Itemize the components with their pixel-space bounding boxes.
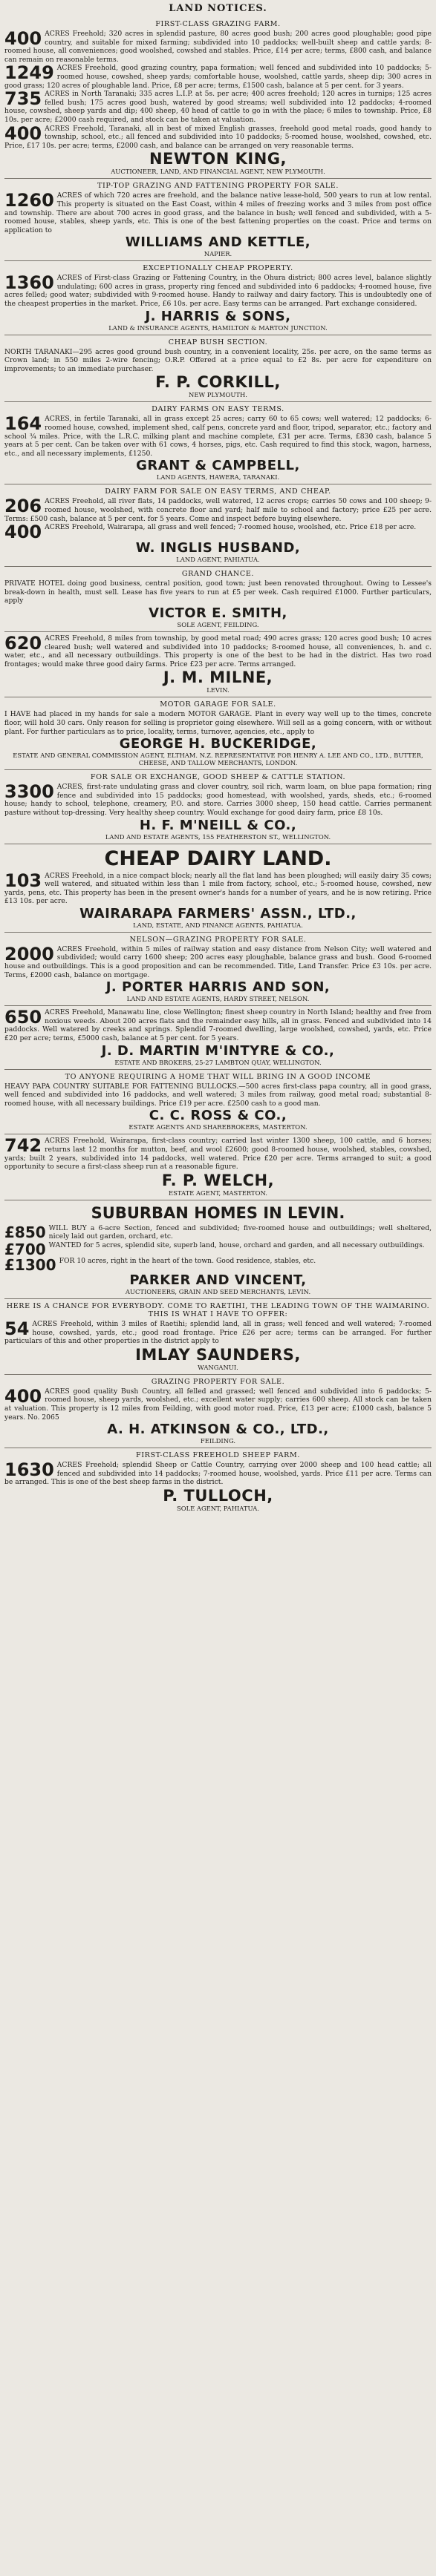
listing-paragraph: [4, 497, 432, 523]
agent-address: SOLE AGENT, FEILDING.: [177, 620, 259, 628]
agent-address: NEW PLYMOUTH.: [189, 391, 247, 399]
ad-heading: GRAZING PROPERTY FOR SALE.: [151, 1377, 285, 1386]
listing-text: ACRES Freehold; 320 acres in splendid pasture, 80 acres good bush; 200 acres good ploughable; good pipe country, and suitable for mixed farming; subdivided into 10 paddocks; well-built sheep and cattle yards; 8-roomed house, all conveniences; good woolshed, cowshed and stables. Price, £14 per acre; terms, £800 cash, and balance can remain on reasonable terms.: [4, 30, 432, 64]
ad-heading: FOR SALE OR EXCHANGE, GOOD SHEEP & CATTLE STATION.: [90, 773, 346, 782]
listing-text: ACRES, first-rate undulating grass and clover country, soil rich, warm loam, on blue papa formation; ring fence and subdivided into 15 paddocks; good homestead, with woolshed, yards, sheds, etc.; 6-roomed house; handy to school, telephone, creamery, P.O. and store. Carries 3000 sheep, 150 head cattle. Carries permanent pasture without top-dressing. Very healthy sheep country. Would exchange for good dairy farm, price £8 10s.: [4, 783, 432, 817]
listing-paragraph: [4, 90, 432, 124]
listing-text: ACRES Freehold, Wairarapa, all grass and well fenced; 7-roomed house, woolshed, etc. Price £18 per acre.: [45, 523, 417, 532]
advertisement: [4, 932, 432, 1005]
listing-paragraph: [4, 274, 432, 308]
ad-heading: DAIRY FARMS ON EASY TERMS.: [152, 405, 284, 414]
agent-name: NEWTON KING,: [149, 150, 287, 168]
listing-paragraph: [4, 122, 432, 151]
agent-address: LAND AGENT, PAHIATUA.: [176, 556, 260, 564]
agent-name: GRANT & CAMPBELL,: [136, 458, 300, 474]
ad-heading: EXCEPTIONALLY CHEAP PROPERTY.: [143, 264, 293, 273]
listing-text: ACRES Freehold, in a nice compact block; nearly all the flat land has been ploughed; will easily dairy 35 cows; well watered, and situated within less than 1 mile from factory, school, etc.; 5-roomed house, cowshed, new yards, pens, etc. This property has been in the present owner's hands for a number of years, and he is now retiring. Price £13 10s. per acre.: [4, 871, 432, 906]
listing-lead-figure: 206: [4, 496, 42, 517]
agent-address: LAND AGENTS, HAWERA, TARANAKI.: [156, 473, 280, 482]
advertisement: [4, 401, 432, 484]
agent-address: ESTATE AGENTS AND SHAREBROKERS, MASTERTON.: [128, 1123, 308, 1131]
listing-paragraph: [4, 1255, 432, 1274]
listing-text: WANTED for 5 acres, splendid site, superb land, house, orchard and garden, and all necessary outbuildings.: [48, 1241, 425, 1249]
ad-heading: NELSON—GRAZING PROPERTY FOR SALE.: [129, 935, 307, 944]
agent-name: VICTOR E. SMITH,: [149, 605, 287, 621]
ad-banner: SUBURBAN HOMES IN LEVIN.: [91, 1203, 345, 1222]
listing-lead-figure: 1249: [4, 62, 54, 84]
listing-lead-figure: £1300: [4, 1255, 56, 1274]
ad-heading: MOTOR GARAGE FOR SALE.: [160, 700, 276, 709]
ad-heading: CHEAP BUSH SECTION.: [168, 338, 268, 346]
ad-heading: DAIRY FARM FOR SALE ON EASY TERMS, AND CHEAP.: [105, 487, 331, 496]
listing-text: ACRES Freehold, within 3 miles of Raetihi; splendid land, all in grass; well fenced and well watered; 7-roomed house, cowshed, yards, etc.; good road frontage. Price £26 per acre; terms can be arranged. For further particulars of this and other properties in the district apply to: [4, 1319, 432, 1346]
advertisement: [4, 335, 432, 402]
advertisement: [4, 1298, 432, 1374]
agent-name: WILLIAMS AND KETTLE,: [125, 234, 311, 251]
advertisement: [4, 260, 432, 334]
advertisement: [4, 631, 432, 697]
advertisement: [4, 484, 432, 566]
agent-address: WANGANUI.: [198, 1363, 238, 1371]
agent-name: J. HARRIS & SONS,: [145, 308, 291, 324]
advertisement: [4, 17, 432, 178]
agent-name: F. P. CORKILL,: [155, 373, 281, 392]
agent-address: LEVIN.: [206, 686, 230, 694]
agent-address: AUCTIONEER, LAND, AND FINANCIAL AGENT, NEW PLYMOUTH.: [111, 168, 325, 176]
listing-text: ACRES Freehold, within 5 miles of railway station and easy distance from Nelson City; well watered and subdivided; would carry 1600 sheep; 200 acres easy ploughable, balance grass and bush. Good 6-roomed house and outbuildings. This is a good proposition and can be recommended. Title, Land Transfer. Price £3 10s. per acre. Terms, £2000 cash, balance on mortgage.: [4, 944, 432, 979]
listing-text: WILL BUY a 6-acre Section, fenced and subdivided; five-roomed house and outbuildings; well sheltered, nicely laid out garden, orchard, etc.: [48, 1223, 432, 1241]
ad-heading: FIRST-CLASS GRAZING FARM.: [155, 20, 281, 28]
listing-paragraph: [4, 30, 432, 64]
listing-paragraph: [4, 1387, 432, 1422]
listing-lead-figure: 1630: [4, 1459, 54, 1481]
agent-name: IMLAY SAUNDERS,: [135, 1345, 301, 1364]
agent-name: P. TULLOCH,: [163, 1486, 273, 1505]
listing-paragraph: [4, 1082, 432, 1108]
listing-lead-figure: 103: [4, 870, 42, 891]
agent-address: SOLE AGENT, PAHIATUA.: [176, 1504, 259, 1512]
advertisement: [4, 1134, 432, 1199]
agent-address: ESTATE AGENT, MASTERTON.: [169, 1189, 267, 1197]
listing-text: ACRES Freehold; splendid Sheep or Cattle Country, carrying over 2000 sheep and 100 head cattle; all fenced and subdivided into 14 paddocks; 7-roomed house, woolshed, yards. Price £11 per acre. Terms can be arranged. This is one of the best sheep farms in the district.: [4, 1461, 432, 1487]
agent-name: J. D. MARTIN M'INTYRE & CO.,: [101, 1042, 335, 1059]
agent-name: C. C. ROSS & CO.,: [149, 1108, 287, 1124]
advertisement: [4, 178, 432, 260]
agent-address: ESTATE AND GENERAL COMMISSION AGENT, ELTHAM. N.Z. REPRESENTATIVE FOR HENRY A. LEE AND CO., LTD., BUTTER, CHEESE, AND TALLOW MERCHANTS, LONDON.: [13, 752, 423, 767]
listing-text: NORTH TARANAKI—295 acres good ground bush country, in a convenient locality, 25s. per acre, on the same terms as Crown land; in 550 miles 2-wire fencing; O.R.P. Offered at a price equal to £2 8s. per acre for expenditure on improvements; to an immediate purchaser.: [4, 347, 432, 373]
listing-paragraph: [4, 1240, 432, 1258]
agent-name: W. INGLIS HUSBAND,: [135, 540, 301, 556]
agent-name: A. H. ATKINSON & CO., LTD.,: [107, 1422, 329, 1438]
agent-name: GEORGE H. BUCKERIDGE,: [119, 736, 317, 752]
listing-lead-figure: 742: [4, 1135, 42, 1157]
agent-name: H. F. M'NEILL & CO.,: [139, 817, 297, 833]
agent-address: ESTATE AND BROKERS, 25-27 LAMBTON QUAY, WELLINGTON.: [114, 1058, 322, 1066]
agent-address: LAND AND ESTATE AGENTS, HARDY STREET, NELSON.: [126, 995, 310, 1003]
ads-container: [4, 17, 432, 1515]
listing-lead-figure: 3300: [4, 781, 54, 803]
agent-name: PARKER AND VINCENT,: [129, 1272, 307, 1288]
listing-lead-figure: 2000: [4, 943, 54, 965]
listing-lead-figure: 1360: [4, 272, 54, 294]
ad-heading: HERE IS A CHANCE FOR EVERYBODY. COME TO RAETIHI, THE LEADING TOWN OF THE WAIMARINO. THIS IS WHAT I HAVE TO OFFER:: [6, 1301, 430, 1318]
agent-address: LAND AND ESTATE AGENTS, 155 FEATHERSTON ST., WELLINGTON.: [105, 832, 331, 841]
newspaper-column: [4, 0, 432, 2576]
agent-name: WAIRARAPA FARMERS' ASSN., LTD.,: [79, 905, 357, 921]
listing-text: ACRES of First-class Grazing or Fattening Country, in the Ohura district; 800 acres level, balance slightly undulating; 600 acres in grass, property ring fenced and subdivided into 6 paddocks; 4-roomed house, five acres felled; good water; subdivided with 9-roomed house. Handy to railway and dairy factory. This is undoubtedly one of the cheapest properties in the market. Price, £6 10s. per acre. Easy terms can be arranged. Part exchange considered.: [4, 274, 432, 309]
agent-name: J. PORTER HARRIS AND SON,: [105, 979, 331, 996]
listing-lead-figure: 164: [4, 413, 42, 435]
listing-text: ACRES Freehold, all river flats, 14 paddocks, well watered, 12 acres crops; carries 50 cows and 100 sheep; 9-roomed house, woolshed, with concrete floor and yard; half mile to school and factory; price £25 per acre. Terms: £500 cash, balance at 5 per cent. for 5 years. Come and inspect before buying elsewhere.: [4, 497, 432, 523]
listing-paragraph: [4, 1008, 432, 1042]
listing-lead-figure: 400: [4, 1385, 42, 1407]
agent-name: F. P. WELCH,: [161, 1171, 275, 1189]
listing-paragraph: [4, 1320, 432, 1346]
listing-lead-figure: 400: [4, 28, 42, 49]
listing-text: ACRES Freehold, 8 miles from township, by good metal road; 490 acres grass; 120 acres good bush; 10 acres cleared bush; well watered and subdivided into 10 paddocks; 8-roomed house, all conveniences, h. and c. water, etc., and all necessary outbuildings. This property is one of the best to be had in the district. Has two road frontages; would make three good dairy farms. Price £23 per acre. Terms arranged.: [4, 634, 432, 668]
agent-address: AUCTIONEERS, GRAIN AND SEED MERCHANTS, LEVIN.: [125, 1287, 311, 1295]
advertisement: [4, 566, 432, 631]
listing-paragraph: [4, 634, 432, 668]
page-title: LAND NOTICES.: [169, 3, 267, 14]
listing-text: ACRES of which 720 acres are freehold, and the balance native lease-hold, 500 years to run at low rental. This property is situated on the East Coast, within 4 miles of freezing works and 3 miles from post office and township. There are about 700 acres in good grass, and the balance in bush; well fenced and subdivided, with a 5-roomed house, stables, sheep yards, etc. This is one of the best fattening properties on the coast. Price and terms on application to: [4, 191, 432, 234]
ad-heading: GRAND CHANCE.: [181, 570, 255, 579]
advertisement: [4, 1069, 432, 1134]
listing-lead-figure: 54: [4, 1318, 30, 1339]
ad-heading: TO ANYONE REQUIRING A HOME THAT WILL BRING IN A GOOD INCOME: [65, 1072, 371, 1081]
listing-text: ACRES Freehold, good grazing country, papa formation; well fenced and subdivided into 10 paddocks; 5-roomed house, cowshed, sheep yards; comfortable house, woolshed, cattle yards, sheep dip; 300 acres in good grass; 120 acres of ploughable land. Price, £8 per acre; terms, £1500 cash, balance at 5 per cent. for 3 years.: [4, 64, 432, 90]
listing-text: ACRES in North Taranaki; 335 acres L.I.P. at 5s. per acre; 400 acres freehold; 120 acres in turnips; 125 acres felled bush; 175 acres good bush, watered by good streams; well subdivided into 12 paddocks; 4-roomed house, cowshed, sheep yards and dip; 400 sheep, 40 head of cattle to go in with the place; 6 miles to township. Price, £8 10s. per acre; £2000 cash required, and stock can be taken at valuation.: [4, 90, 432, 124]
listing-text: HEAVY PAPA COUNTRY SUITABLE FOR FATTENING BULLOCKS.—500 acres first-class papa country, all in good grass, well fenced and subdivided into 16 paddocks, and well watered; 3 miles from railway, good metal road; substantial 8-roomed house, with all necessary buildings. Price £19 per acre. £2500 cash to a good man.: [4, 1082, 432, 1108]
listing-lead-figure: 735: [4, 88, 42, 110]
listing-text: ACRES Freehold, Taranaki, all in best of mixed English grasses, freehold good metal roads, good handy to township, school, etc.; all fenced and subdivided into 10 paddocks; 5-roomed house, woolshed, cowshed, etc. Price, £17 10s. per acre; terms, £2000 cash, and balance can be arranged on very reasonable terms.: [4, 124, 432, 150]
listing-text: I HAVE had placed in my hands for sale a modern MOTOR GARAGE. Plant in every way well up to the times, concrete floor, will hold 30 cars. Only reason for selling is proprietor going elsewhere. Will sell as a going concern, with or without plant. For further particulars as to price, locality, terms, turnover, agencies, etc., apply to: [4, 710, 432, 736]
advertisement: [4, 697, 432, 769]
listing-paragraph: [4, 522, 432, 543]
listing-paragraph: [4, 872, 432, 906]
advertisement: [4, 1374, 432, 1448]
listing-lead-figure: 1260: [4, 190, 54, 211]
listing-text: ACRES good quality Bush Country, all felled and grassed; well fenced and subdivided into 6 paddocks; 5-roomed house, sheep yards, woolshed, etc.; excellent water supply; carries 600 sheep. All stock can be taken at valuation. This property is 12 miles from Feilding, with good motor road. Price, £13 per acre; £1000 cash, balance 5 years. No. 2065: [4, 1387, 432, 1422]
advertisement: [4, 844, 432, 932]
advertisement: [4, 1005, 432, 1068]
agent-address: LAND & INSURANCE AGENTS, HAMILTON & MARTON JUNCTION.: [108, 323, 328, 332]
listing-paragraph: [4, 1461, 432, 1487]
agent-address: NAPIER.: [204, 250, 232, 258]
advertisement: [4, 1200, 432, 1298]
listing-paragraph: [4, 348, 432, 374]
listing-paragraph: [4, 945, 432, 979]
listing-paragraph: [4, 783, 432, 817]
listing-text: ACRES Freehold, Wairarapa, first-class country; carried last winter 1300 sheep, 100 cattle, and 6 horses; returns last 12 months for mutton, beef, and wool £2600; good 8-roomed house, woolshed, stables, cowshed, yards; built 2 years, subdivided into 14 paddocks, well watered. Price £20 per acre. Terms arranged to suit; a good opportunity to secure a first-class sheep run at a reasonable figure.: [4, 1137, 432, 1172]
listing-paragraph: [4, 710, 432, 736]
listing-paragraph: [4, 1137, 432, 1171]
listing-lead-figure: £850: [4, 1223, 46, 1241]
listing-text: FOR 10 acres, right in the heart of the town. Good residence, stables, etc.: [59, 1256, 316, 1265]
listing-lead-figure: 400: [4, 522, 42, 543]
listing-paragraph: [4, 64, 432, 90]
listing-paragraph: [4, 415, 432, 458]
listing-text: PRIVATE HOTEL doing good business, central position, good town; just been renovated throughout. Owing to Lessee's break-down in health, must sell. Lease has five years to run at £5 per week. Cash required £1000. Further particulars, apply: [4, 579, 432, 605]
agent-address: FEILDING.: [200, 1437, 236, 1445]
advertisement: [4, 1448, 432, 1515]
ad-banner: CHEAP DAIRY LAND.: [104, 847, 332, 870]
advertisement: [4, 769, 432, 843]
ad-heading: TIP-TOP GRAZING AND FATTENING PROPERTY FOR SALE.: [97, 182, 339, 191]
listing-lead-figure: 650: [4, 1007, 42, 1028]
listing-lead-figure: 620: [4, 632, 42, 654]
listing-text: ACRES, in fertile Taranaki, all in grass except 25 acres; carry 60 to 65 cows; well watered; 12 paddocks; 6-roomed house, cowshed, implement shed, calf pens, concrete yard and floor, tripod, separator, etc.; factory and school ¾ miles. Price, with the L.R.C. milking plant and machine complete, £31 per acre. Terms, £830 cash, balance 5 years at 5 per cent. Can be taken over with 61 cows, 4 horses, pigs, etc. Cash required to find this stock, wagon, harness, etc., and all necessary implements, £1250.: [4, 415, 432, 458]
agent-name: J. M. MILNE,: [163, 668, 273, 687]
listing-paragraph: [4, 579, 432, 605]
listing-paragraph: [4, 191, 432, 234]
ad-heading: FIRST-CLASS FREEHOLD SHEEP FARM.: [135, 1451, 301, 1460]
listing-paragraph: [4, 1224, 432, 1241]
listing-lead-figure: 400: [4, 122, 42, 144]
agent-address: LAND, ESTATE, AND FINANCE AGENTS, PAHIATUA.: [133, 921, 303, 929]
listing-text: ACRES Freehold, Manawatu line, close Wellington; finest sheep country in North Island; healthy and free from noxious weeds. About 200 acres flats and the remainder easy hills, all in grass. Fenced and subdivided into 14 paddocks. Well watered by creeks and springs. Splendid 7-roomed dwelling, large woolshed, cowshed, yards, etc. Price £20 per acre; terms, £5000 cash, balance at 5 per cent. for 5 years.: [4, 1008, 432, 1043]
listing-lead-figure: £700: [4, 1240, 46, 1258]
